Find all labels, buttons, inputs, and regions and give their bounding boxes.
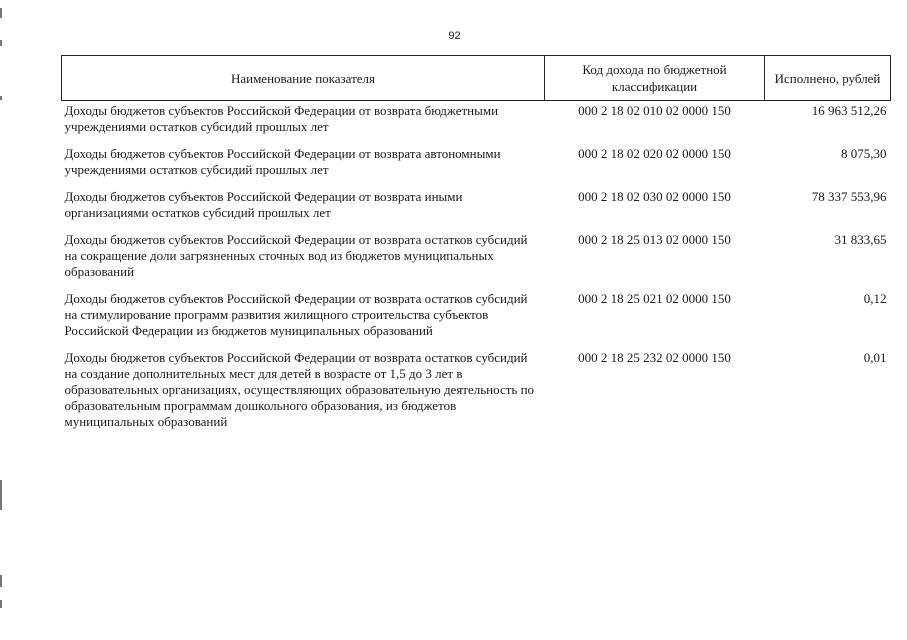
header-indicator-name: Наименование показателя (62, 56, 545, 101)
table-row (62, 146, 891, 189)
row-executed-amount: 8 075,30 (841, 146, 887, 161)
row-revenue-code: 000 2 18 25 232 02 0000 150 (578, 350, 731, 365)
table-row (62, 232, 891, 291)
table-row (62, 350, 891, 441)
row-executed-amount: 0,12 (863, 291, 887, 306)
row-indicator-name: Доходы бюджетов субъектов Российской Федерации от возврата остатков субсидий на стимулирование программ развития жилищного строительства субъектов Российской Федерации из бюджетов муниципальных образований (64, 291, 528, 338)
row-indicator-name: Доходы бюджетов субъектов Российской Федерации от возврата бюджетными учреждениями остатков субсидий прошлых лет (64, 103, 499, 134)
header-executed-amount: Исполнено, рублей (765, 56, 891, 101)
row-indicator-name: Доходы бюджетов субъектов Российской Федерации от возврата иными организациями остатков субсидий прошлых лет (64, 189, 463, 220)
scan-edge-marks (0, 0, 4, 640)
row-indicator-name: Доходы бюджетов субъектов Российской Федерации от возврата остатков субсидий на создание дополнительных мест для детей в возрасте от 1,5 до 3 лет в образовательных организациях, осуществляющих образовательную деятельность по образовательным программам дошкольного образования, из бюджетов муниципальных образований (64, 350, 535, 429)
revenue-table (61, 55, 891, 441)
row-executed-amount: 0,01 (863, 350, 887, 365)
header-revenue-code: Код дохода по бюджетной классификации (545, 56, 765, 101)
row-indicator-name: Доходы бюджетов субъектов Российской Федерации от возврата остатков субсидий на сокращение доли загрязненных сточных вод из бюджетов муниципальных образований (64, 232, 528, 279)
row-executed-amount: 16 963 512,26 (811, 103, 887, 118)
row-revenue-code: 000 2 18 25 021 02 0000 150 (578, 291, 731, 306)
row-executed-amount: 78 337 553,96 (811, 189, 887, 204)
table-row (62, 189, 891, 232)
row-revenue-code: 000 2 18 02 010 02 0000 150 (578, 103, 731, 118)
table-row (62, 101, 891, 147)
row-executed-amount: 31 833,65 (834, 232, 887, 247)
row-revenue-code: 000 2 18 25 013 02 0000 150 (578, 232, 731, 247)
table-row (62, 291, 891, 350)
row-revenue-code: 000 2 18 02 020 02 0000 150 (578, 146, 731, 161)
page-number: 92 (448, 30, 461, 42)
table-header-row (62, 56, 891, 101)
row-revenue-code: 000 2 18 02 030 02 0000 150 (578, 189, 731, 204)
row-indicator-name: Доходы бюджетов субъектов Российской Федерации от возврата автономными учреждениями остатков субсидий прошлых лет (64, 146, 501, 177)
